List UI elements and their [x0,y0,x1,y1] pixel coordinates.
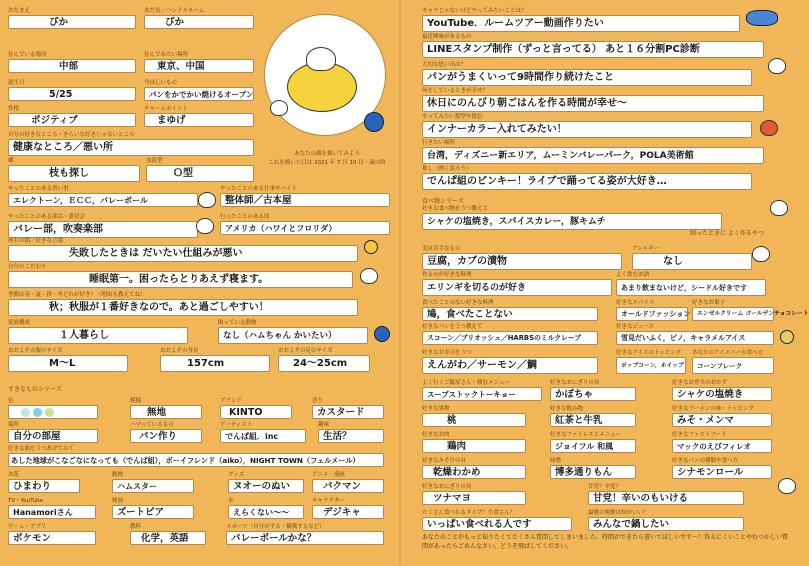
donut-icon [780,330,794,344]
character-field [312,498,384,519]
charm-field [144,106,254,127]
animal-label: 動物 [112,472,124,478]
job-value: 整体師／古本屋 [220,193,390,207]
sweets-value: 豆腐，カブの漬物 [422,253,622,270]
subject-value: 化学，英語 [130,531,206,545]
sport-label: スポーツ（自分がする・観戦するなど） [226,524,325,530]
character-label: キャラクター [312,498,345,504]
cat-illustration [306,47,336,71]
flower-value: ひまわり [8,479,80,493]
fruit-label: 好きな果物 [422,406,450,412]
motto-label: 座右の銘／好きな言葉 [8,238,64,244]
color-swatch-1 [33,408,42,417]
onigiri-label: 好きなおにぎりの具 [550,380,600,386]
bread-value: スコーン／ブリオッシュ／HARBSのミルクレープ [422,331,598,345]
movie-value: ズートピア [112,505,194,519]
scent-value: カスタード [312,405,384,419]
rice-ball-field [422,484,526,505]
family-field [8,320,188,344]
sweets2-value: エンゼルクリーム ゴールデンチョコレート [692,307,774,321]
fastfood-label: 好きなファストフード [672,432,727,438]
tea-label: 好きな飲み物 [550,406,584,412]
home-label: 住んでいる場所 [8,52,47,58]
happy-label: 何をしているときが幸せ？ [422,88,489,94]
blue-cloud-icon [746,10,778,26]
game-label: ゲーム・アプリ [8,524,47,530]
shoe-size-field [278,348,370,372]
bird-deco-5 [770,200,788,216]
allergy-field [632,246,752,270]
birthday-label: 誕生日 [8,80,25,86]
name-value: ぴか [8,15,136,29]
color-field [8,398,98,419]
onigiri-value: かぼちゃ [550,387,636,401]
hair-label: やってみたい髪型や髪色 [422,114,483,120]
last-meal-label: 最後の晩餐は何がいい？ [588,510,649,516]
family-value: １人暮らし [8,327,188,344]
anime-value: バクマン [312,479,384,493]
topping-label: 好きなアイスのトッピング [616,350,682,356]
travel-field [220,214,390,235]
color-swatch-0 [21,408,30,417]
spice-field [616,300,691,321]
artist-value: でんぱ組．inc [220,429,306,443]
goods-field [228,472,304,493]
bird-illustration [270,100,288,116]
important-value: パンがうまくいって9時間作り続けたこと [422,69,752,86]
game-field [8,524,96,545]
season-label: 季節は春・夏・秋・冬どれが好き？（理由も教えてね） [8,292,146,298]
face-caption-line1: あなたの顔を描いてみよう [293,151,360,157]
song-value: あした地球がこなごなになっても（でんぱ組），ボーイフレンド（aiko），NIGHT TOWN（フェルメール） [8,453,384,467]
hobby-value: パン作り [130,429,202,443]
motto-value: 失敗したときは だいたい仕組みが悪い [8,245,358,262]
height-field [160,348,270,372]
name-field [8,8,136,29]
left-page [0,0,400,566]
ramen-label: 好きなラーメンの味・トッピング [672,406,754,412]
flower-field [8,472,80,493]
scent-field [312,398,384,419]
much-eat-value: いっぱい食べれる人です [422,517,572,531]
sushi-label: 好きなお寿司を３つ [422,350,472,356]
artist-field [220,422,306,443]
onigiri-field [550,380,636,401]
face-caption-line2: これを描いた日は 2021 年 7 月 10 日・歳の時 [268,160,386,166]
sport-value: バレーボールかな？ [226,531,384,545]
family-rest-value: ジョイフル 和風 [550,439,636,453]
sweet-salty-field [588,484,744,505]
charm-value: まゆげ [144,113,254,127]
much-eat-label: たくさん食べれるタイプ？小食さん？ [422,510,516,516]
blood-value: Ｏ型 [146,165,254,182]
tea-value: 紅茶と牛乳 [550,413,636,427]
family-rest-label: 好きなファミレスとメニュー [550,432,622,438]
curry-label: あなたのアイスバーの食べ方 [692,350,763,356]
rice-ball-value: ツナマヨ [422,491,526,505]
penguin-deco-icon [374,326,390,342]
chick-icon [364,240,378,254]
season-value: 秋；秋服が１番好きなので。あと過ごしやすい！ [8,299,358,316]
sport-field [226,524,384,545]
drink-value: 雪見だいふく，ピノ，キャラメルアイス [616,331,774,345]
oshi-field [422,166,752,190]
personality-label: 性格 [8,106,20,112]
flavor-label: 味噌 [550,458,562,464]
cant-eat-field [422,300,598,321]
good-bad-field [8,132,254,156]
cant-eat-label: 食べたことのない好きな料理 [422,300,494,306]
sweets-label: 実は苦手なもの [422,246,461,252]
book-label: 本 [228,498,234,504]
shoe-size-value: 24～25cm [278,355,370,372]
face-caption [268,150,386,168]
fav-menu-field [422,380,542,401]
bento-label: 好きなお弁当のおかず [672,380,728,386]
happy-field [422,88,764,112]
charm-label: チャームポイント [144,106,188,112]
particular-field [8,264,353,288]
fastfood-value: マックのえびフィレオ [672,439,772,453]
flower-label: お花 [8,472,20,478]
want-home-label: 住んでみたい場所 [144,52,189,58]
hometown-label: 郷 [8,158,14,164]
fav-menu-label: よく行くご飯屋さん・頼むメニュー [422,380,511,386]
oshi-value: でんぱ組のピンキー！ライブで踊ってる姿が大好き… [422,173,752,190]
nickname-label: あだ名／ハンドルネーム [144,8,205,14]
bread-fav-value: シナモンロール [672,465,772,479]
sushi-field [422,350,598,374]
want-home-field [144,52,254,73]
happy-value: 休日にのんびり朝ごはんを作る時間が幸せ～ [422,95,764,112]
bird-deco-2 [196,218,214,234]
bird-deco-6 [752,246,770,262]
song-label: 好きな曲を３つあげてみて [8,446,75,452]
penguin-illustration [364,112,384,132]
bread-fav-label: 好きなパンの種類や食べ方 [672,458,739,464]
club-label: やったことのある部活・委員会 [8,214,86,220]
hometown-value: 枝も探し [8,165,140,182]
pattern-field [130,398,202,419]
sweet-salty-label: 甘党？辛党？ [588,484,622,490]
cant-eat-value: 鳩，食べたことない [422,307,598,321]
interest-value: 生活？ [318,429,384,443]
miso-field [422,458,526,479]
fav-menu-value: スープストックトーキョー [422,387,542,401]
blood-label: 血液型 [146,158,163,164]
job-field [220,186,390,207]
red-bird-icon [760,120,778,136]
sweets2-label: 好きなお菓子 [692,300,726,306]
travel-label: 行ったことのある国 [220,214,270,220]
youtube-try-value: YouTube．ルームツアー動画作りたい [422,15,740,32]
place-field [8,422,98,443]
bird-deco-7 [778,478,796,494]
fruit-field [422,406,526,427]
home-value: 中部 [8,59,136,73]
right-page [400,0,809,566]
pet-value: なし（ハムちゃん かいたい） [218,327,368,344]
birthday-value: 5/25 [8,87,136,101]
pet-label: 飼っている動物 [218,320,257,326]
food3-field [422,206,722,230]
bread-label: 好きなパンを３つ教えて [422,324,483,330]
recent-label: 最近興味があるもの [422,34,472,40]
lessons-value: エレクトーン，ＥＣＣ，バレーボール [8,193,198,207]
food-header: 食べ物シリーズ [422,198,464,205]
likes-header: すきなものシリーズ [8,386,62,393]
last-meal-field [588,510,744,531]
youtube-field [8,498,96,519]
hobby-field [130,422,202,443]
oshi-label: 推し（熱く語ろう） [422,166,472,172]
spice-label: 好きなスパイス [616,300,655,306]
rice-ball-label: 好きなおにぎりの具 [422,484,472,490]
particular-value: 睡眠第一。困ったらとりあえず寝ます。 [8,271,353,288]
color-label: 色 [8,398,14,404]
brand-field [220,398,292,419]
youtube-label: TV・YouTube [8,498,43,504]
bird-deco-3 [360,268,378,284]
movie-field [112,498,194,519]
rice-value: あまり飲まないけど，シードル好きです [616,279,766,296]
club-value: バレー部，吹奏楽部 [8,221,198,238]
ramen-value: みそ・メンマ [672,413,772,427]
cook-field [422,272,612,296]
youtube-try-field [422,8,740,32]
clothes-size-label: おおよその服のサイズ [8,348,63,354]
bento-value: シャケの塩焼き [672,387,772,401]
cook-label: 作るのが好きな料理 [422,272,472,278]
recent-value: LINEスタンプ制作（ずっと言ってる） あと１６分割PC診断 [422,41,764,58]
bento-field [672,380,772,401]
book-field [228,498,304,519]
nickname-field [144,8,254,29]
book-value: えらくない～～ [228,505,304,519]
fruit-value: 桃 [422,413,526,427]
topping-value: ポップコーン，ホイップ [616,357,686,374]
drink-label: 好きなジュース [616,324,655,330]
much-eat-field [422,510,572,531]
song-field [8,446,384,467]
color-swatch-2 [45,408,54,417]
flavor-value: 博多通りもん [550,465,636,479]
place-label: 場所 [8,422,20,428]
goods-label: グッズ [228,472,245,478]
recent-field [422,34,764,58]
food-note: 困ったときに よく作るやつ [690,230,764,237]
hair-value: インナーカラー入れてみたい！ [422,121,752,138]
hometown-field [8,158,140,182]
anime-label: アニメ・漫画 [312,472,345,478]
sweets2-field [692,300,809,321]
visited-field [422,140,764,164]
season-field [8,292,358,316]
subject-field [130,524,206,545]
want-home-value: 東京、中国 [144,59,254,73]
pet-field [218,320,368,344]
meat-label: 好きなお肉 [422,432,450,438]
interest-label: 趣味 [318,422,330,428]
important-field [422,62,752,86]
nickname-value: ぴか [144,15,254,29]
fastfood-field [672,432,772,453]
bread-fav-field [672,458,772,479]
drink-field [616,324,774,345]
lessons-label: やったことのある習い事 [8,186,69,192]
pattern-value: 無地 [130,405,202,419]
curry-value: コーンフレーク [692,357,774,374]
animal-value: ハムスター [112,479,194,493]
animal-field [112,472,194,493]
subject-label: 教科 [130,524,142,530]
artist-label: アーティスト [220,422,253,428]
cook-value: エリンギを切るのが好き [422,279,612,296]
hair-field [422,114,752,138]
job-label: やったことのある仕事やバイト [220,186,298,192]
good-bad-value: 健康なところ／悪い所 [8,139,254,156]
sushi-value: えんがわ／サーモン／鯛 [422,357,598,374]
interest-field [318,422,384,443]
color-swatches [8,405,98,419]
travel-value: アメリカ（ハワイとフロリダ） [220,221,390,235]
meat-value: 鶏肉 [422,439,526,453]
family-rest-field [550,432,636,453]
brand-label: ブランド [220,398,243,404]
bird-deco-1 [198,192,216,208]
sweet-salty-value: 甘党！辛いのもいける [588,491,744,505]
height-label: おおよその身長 [160,348,199,354]
ramen-field [672,406,772,427]
curry-field [692,350,774,374]
pattern-label: 模様 [130,398,142,404]
food3-label: 好きな食べ物を３つ教えて [422,206,489,212]
lessons-field [8,186,198,207]
visited-label: 行きたい場所 [422,140,456,146]
particular-label: 自分のこだわり [8,264,47,270]
clothes-size-field [8,348,128,372]
blood-field [146,158,254,182]
youtube-value: Hanamoriさん [8,505,96,519]
rice-field [616,272,766,296]
bread-field [422,324,598,345]
home-field [8,52,136,73]
shoe-size-label: おおよその足のサイズ [278,348,333,354]
anime-field [312,472,384,493]
miso-label: 好きなみそ汁の具 [422,458,467,464]
sweets-field [422,246,622,270]
movie-label: 映画 [112,498,124,504]
want-now-field [144,80,254,101]
footer-note: あなたのことがもっと知りたくてたくさん質問してしまいました。時間ができたら書いてほしいです～！答えにくいことやむつかしい質問があったらごめんなさい。どうぞ飛ばしてください。 [422,534,789,550]
personality-field [8,106,136,127]
family-label: 家族構成 [8,320,31,326]
allergy-value: なし [632,253,752,270]
brand-value: KINTO [220,405,292,419]
goods-value: ヌオーのぬい [228,479,304,493]
last-meal-value: みんなで鍋したい [588,517,744,531]
food3-value: シャケの塩焼き，スパイスカレー，豚キムチ [422,213,722,230]
clothes-size-value: M～L [8,355,128,372]
rice-label: よく飲むお酒 [616,272,650,278]
character-value: デジキャ [312,505,384,519]
youtube-try-label: キャラじゃないけどやってみたいことは？ [422,8,527,14]
meat-field [422,432,526,453]
want-now-value: パンをかでかい焼けるオーブン [144,87,254,101]
game-value: ポケモン [8,531,96,545]
want-now-label: 今ほしいもの [144,80,178,86]
motto-field [8,238,358,262]
bird-deco-4 [768,58,786,74]
hobby-label: ハマっているもの [130,422,174,428]
name-label: おなまえ [8,8,31,14]
topping-field [616,350,686,374]
scent-label: 香り [312,398,324,404]
place-value: 自分の部屋 [8,429,98,443]
personality-value: ポジティブ [8,113,136,127]
important-label: 大切な思い出は？ [422,62,467,68]
birthday-field [8,80,136,101]
good-bad-label: 自分の好きなところ・きらいな好きじゃないところ [8,132,135,138]
tea-field [550,406,636,427]
visited-value: 台湾，ディズニー新エリア，ムーミンバレーパーク，POLA美術館 [422,147,764,164]
club-field [8,214,198,238]
allergy-label: アレルギー [632,246,660,252]
miso-value: 乾燥わかめ [422,465,526,479]
height-value: 157cm [160,355,270,372]
flavor-field [550,458,636,479]
spice-value: オールドファッション [616,307,688,321]
